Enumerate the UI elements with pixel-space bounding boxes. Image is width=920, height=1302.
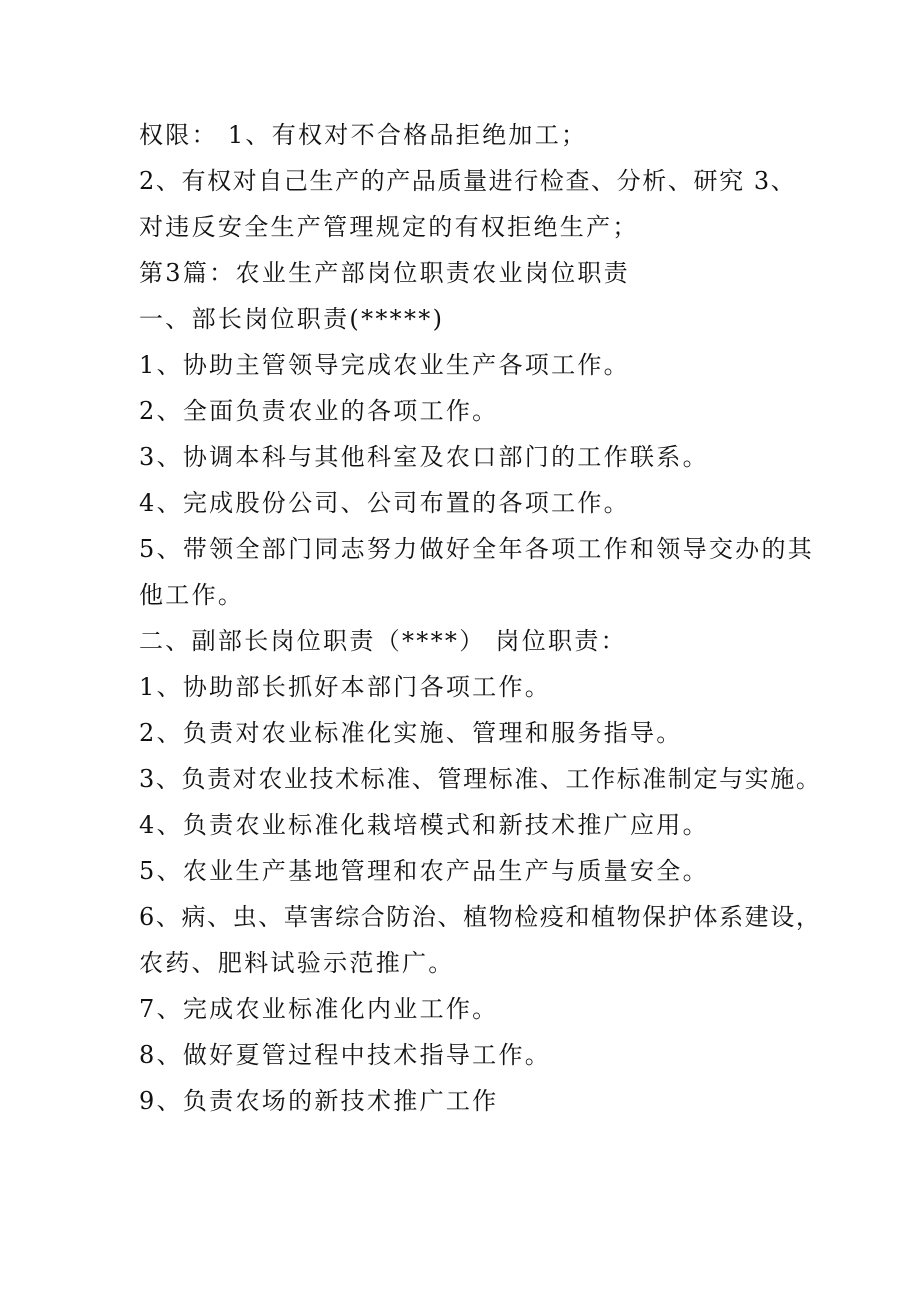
text-line-authority: 权限： 1、有权对不合格品拒绝加工；	[139, 121, 588, 149]
text-line-authority-2: 2、有权对自己生产的产品质量进行检查、分析、研究 3、	[139, 167, 797, 195]
list-item-deputy-5: 5、农业生产基地管理和农产品生产与质量安全。	[139, 857, 709, 885]
section-heading-minister: 一、部长岗位职责(*****)	[139, 305, 445, 333]
list-item-deputy-9: 9、负责农场的新技术推广工作	[139, 1087, 499, 1115]
list-item-minister-4: 4、完成股份公司、公司布置的各项工作。	[139, 489, 630, 517]
list-item-deputy-4: 4、负责农业标准化栽培模式和新技术推广应用。	[139, 811, 709, 839]
list-item-minister-3: 3、协调本科与其他科室及农口部门的工作联系。	[139, 443, 709, 471]
document-body	[139, 112, 822, 1124]
list-item-minister-5-cont: 他工作。	[139, 581, 245, 609]
list-item-minister-5: 5、带领全部门同志努力做好全年各项工作和领导交办的其	[139, 535, 815, 563]
list-item-minister-2: 2、全面负责农业的各项工作。	[139, 397, 499, 425]
list-item-minister-1: 1、协助主管领导完成农业生产各项工作。	[139, 351, 630, 379]
list-item-deputy-8: 8、做好夏管过程中技术指导工作。	[139, 1041, 552, 1069]
text-line-authority-3: 对违反安全生产管理规定的有权拒绝生产；	[139, 213, 639, 241]
section-heading-part-3: 第3篇：农业生产部岗位职责农业岗位职责	[139, 259, 630, 287]
section-heading-deputy-minister: 二、副部长岗位职责（****） 岗位职责：	[139, 627, 627, 655]
list-item-deputy-6: 6、病、虫、草害综合防治、植物检疫和植物保护体系建设，	[139, 903, 822, 931]
list-item-deputy-6-cont: 农药、肥料试验示范推广。	[139, 949, 455, 977]
list-item-deputy-2: 2、负责对农业标准化实施、管理和服务指导。	[139, 719, 683, 747]
list-item-deputy-1: 1、协助部长抓好本部门各项工作。	[139, 673, 552, 701]
list-item-deputy-7: 7、完成农业标准化内业工作。	[139, 995, 499, 1023]
list-item-deputy-3: 3、负责对农业技术标准、管理标准、工作标准制定与实施。	[139, 765, 822, 793]
